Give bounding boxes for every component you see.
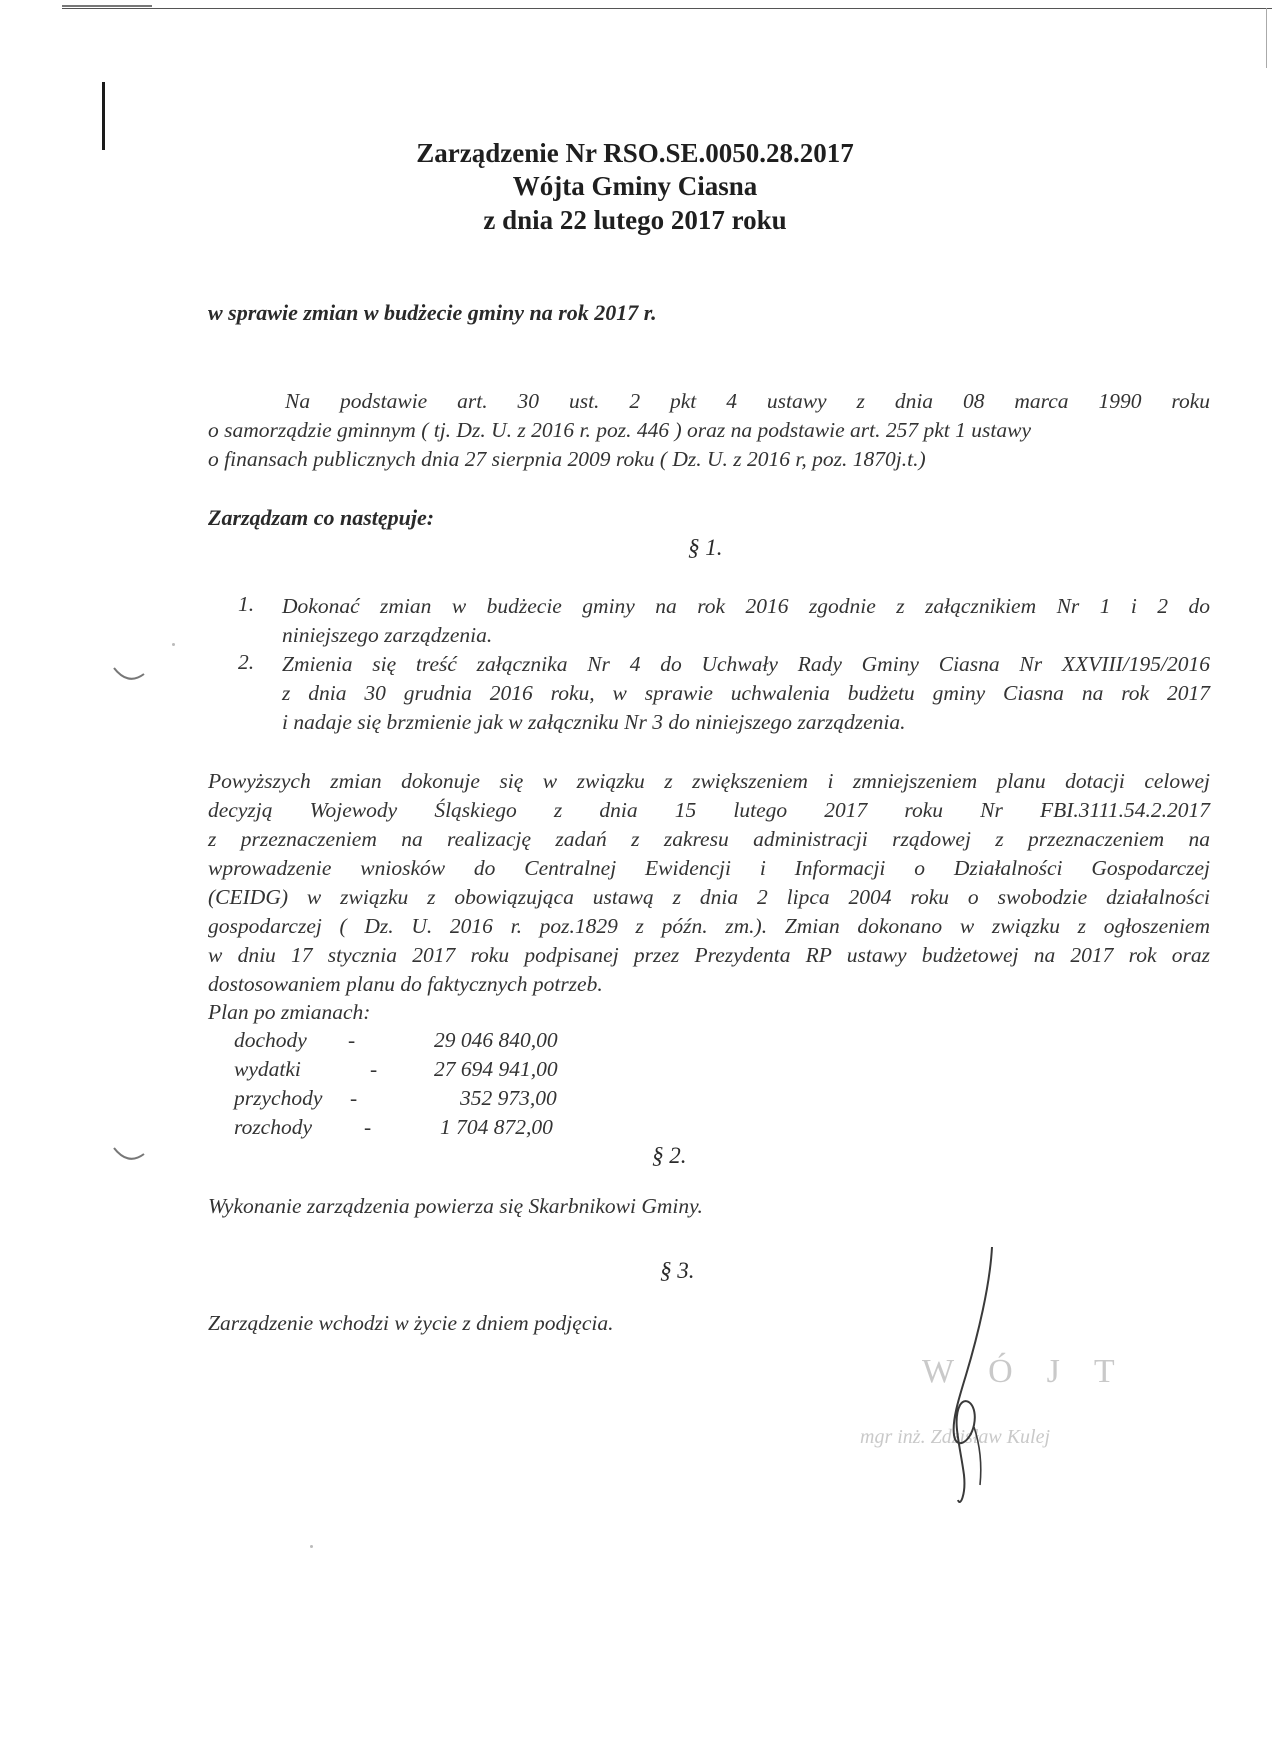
explanation-line: decyzją Wojewody Śląskiego z dnia 15 lutego 2017 roku Nr FBI.3111.54.2.2017 — [208, 798, 1210, 822]
scan-dust — [310, 1545, 313, 1548]
item-number: 1. — [238, 592, 255, 616]
plan-label: dochody — [234, 1028, 307, 1052]
preamble-line: o samorządzie gminnym ( tj. Dz. U. z 2016 r. poz. 446 ) oraz na podstawie art. 257 pkt 1 ustawy — [208, 418, 1031, 442]
stamp-name: mgr inż. Zdzisław Kulej — [860, 1426, 1051, 1448]
scan-dust — [172, 643, 175, 646]
document-issuer: Wójta Gminy Ciasna — [512, 171, 758, 201]
plan-dash: - — [348, 1028, 356, 1052]
item-2-line: i nadaje się brzmienie jak w załączniku Nr 3 do niniejszego zarządzenia. — [282, 710, 906, 734]
item-1-line: niniejszego zarządzenia. — [282, 623, 493, 647]
section-2-heading: § 2. — [652, 1143, 687, 1168]
section-3-heading: § 3. — [660, 1258, 695, 1283]
scan-edge-mark — [62, 5, 152, 7]
plan-label: przychody — [234, 1086, 323, 1110]
document-title: Zarządzenie Nr RSO.SE.0050.28.2017 — [416, 138, 854, 168]
plan-amount: 27 694 941,00 — [434, 1057, 558, 1081]
handwritten-signature — [930, 1245, 1020, 1510]
item-number: 2. — [238, 650, 255, 674]
preamble-line: o finansach publicznych dnia 27 sierpnia 2009 roku ( Dz. U. z 2016 r, poz. 1870j.t.) — [208, 447, 926, 471]
plan-amount: 1 704 872,00 — [440, 1115, 553, 1139]
punch-hole-mark — [110, 1140, 150, 1170]
explanation-line: dostosowaniem planu do faktycznych potrzeb. — [208, 972, 603, 996]
plan-heading: Plan po zmianach: — [208, 1000, 371, 1024]
item-2-line: Zmienia się treść załącznika Nr 4 do Uchwały Rady Gminy Ciasna Nr XXVIII/195/2016 — [282, 652, 1210, 676]
item-1-line: Dokonać zmian w budżecie gminy na rok 2016 zgodnie z załącznikiem Nr 1 i 2 do — [282, 594, 1210, 618]
plan-dash: - — [364, 1115, 372, 1139]
plan-amount: 352 973,00 — [460, 1086, 557, 1110]
plan-amount: 29 046 840,00 — [434, 1028, 558, 1052]
section-2-text: Wykonanie zarządzenia powierza się Skarbnikowi Gminy. — [208, 1194, 703, 1218]
stamp-title: WÓJT — [922, 1353, 1149, 1390]
explanation-line: wprowadzenie wniosków do Centralnej Ewidencji i Informacji o Działalności Gospodarczej — [208, 856, 1210, 880]
section-1-heading: § 1. — [688, 535, 723, 560]
binder-mark — [102, 82, 105, 150]
plan-dash: - — [370, 1057, 378, 1081]
preamble-line: Na podstawie art. 30 ust. 2 pkt 4 ustawy z dnia 08 marca 1990 roku — [285, 389, 1210, 413]
item-2-line: z dnia 30 grudnia 2016 roku, w sprawie uchwalenia budżetu gminy Ciasna na rok 2017 — [282, 681, 1210, 705]
plan-label: rozchody — [234, 1115, 313, 1139]
document-subject: w sprawie zmian w budżecie gminy na rok 2017 r. — [208, 300, 657, 325]
document-date: z dnia 22 lutego 2017 roku — [483, 205, 787, 235]
scan-edge-line — [62, 8, 1272, 9]
explanation-line: gospodarczej ( Dz. U. 2016 r. poz.1829 z późn. zm.). Zmian dokonano w związku z ogłoszeniem — [208, 914, 1210, 938]
explanation-line: (CEIDG) w związku z obowiązująca ustawą z dnia 2 lipca 2004 roku o swobodzie działalności — [208, 885, 1210, 909]
plan-dash: - — [350, 1086, 358, 1110]
explanation-line: Powyższych zmian dokonuje się w związku z zwiększeniem i zmniejszeniem planu dotacji celowej — [208, 769, 1210, 793]
plan-label: wydatki — [234, 1057, 301, 1081]
explanation-line: w dniu 17 stycznia 2017 roku podpisanej przez Prezydenta RP ustawy budżetowej na 2017 rok oraz — [208, 943, 1210, 967]
explanation-line: z przeznaczeniem na realizację zadań z zakresu administracji rządowej z przeznaczeniem na — [208, 827, 1210, 851]
punch-hole-mark — [110, 660, 150, 690]
scan-edge-right — [1266, 8, 1267, 68]
order-intro: Zarządzam co następuje: — [208, 505, 435, 530]
section-3-text: Zarządzenie wchodzi w życie z dniem podjęcia. — [208, 1311, 614, 1335]
